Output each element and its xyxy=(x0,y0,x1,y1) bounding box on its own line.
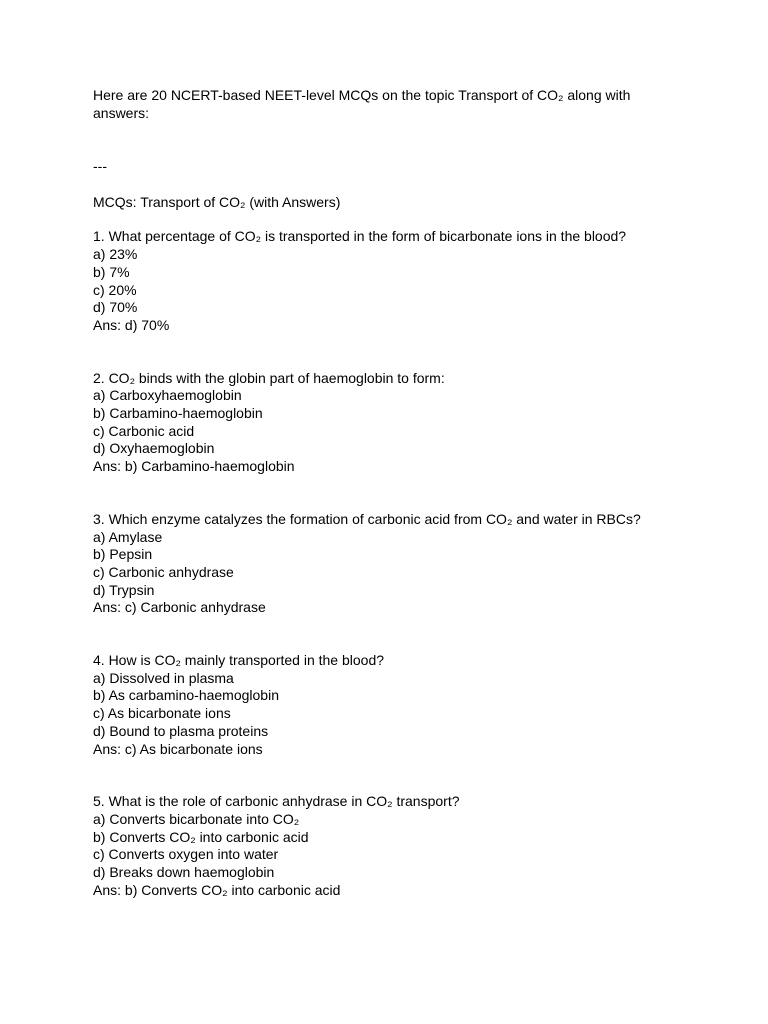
separator: --- xyxy=(93,158,107,174)
question-block-1 xyxy=(93,228,693,334)
answer-text: Ans: b) Converts CO₂ into carbonic acid xyxy=(93,881,341,898)
section-heading: MCQs: Transport of CO₂ (with Answers) xyxy=(93,193,341,210)
option-d: d) Breaks down haemoglobin xyxy=(93,864,275,881)
intro-text: Here are 20 NCERT-based NEET-level MCQs on the topic Transport of CO₂ along with answers: xyxy=(93,87,631,121)
answer-text: Ans: b) Carbamino-haemoglobin xyxy=(93,458,295,475)
option-d: d) Trypsin xyxy=(93,581,155,598)
option-c: c) Carbonic acid xyxy=(93,422,195,439)
option-a: a) 23% xyxy=(93,246,138,263)
option-b: b) As carbamino-haemoglobin xyxy=(93,687,279,704)
option-c: c) Carbonic anhydrase xyxy=(93,563,234,580)
answer-text: Ans: c) As bicarbonate ions xyxy=(93,740,263,757)
question-block-4 xyxy=(93,652,693,758)
option-c: c) 20% xyxy=(93,281,137,298)
option-c: c) Converts oxygen into water xyxy=(93,846,279,863)
answer-text: Ans: c) Carbonic anhydrase xyxy=(93,599,266,616)
option-b: b) Carbamino-haemoglobin xyxy=(93,405,263,422)
option-a: a) Amylase xyxy=(93,528,163,545)
option-d: d) Oxyhaemoglobin xyxy=(93,440,215,457)
answer-text: Ans: d) 70% xyxy=(93,316,170,333)
question-block-3 xyxy=(93,511,693,617)
option-a: a) Carboxyhaemoglobin xyxy=(93,387,242,404)
option-c: c) As bicarbonate ions xyxy=(93,705,231,722)
option-b: b) Pepsin xyxy=(93,546,153,563)
question-block-5 xyxy=(93,793,693,899)
option-b: b) 7% xyxy=(93,263,130,280)
option-d: d) 70% xyxy=(93,299,138,316)
question-text: 1. What percentage of CO₂ is transported in the form of bicarbonate ions in the blood? xyxy=(93,228,627,245)
option-d: d) Bound to plasma proteins xyxy=(93,722,269,739)
question-text: 4. How is CO₂ mainly transported in the blood? xyxy=(93,652,385,669)
document-body xyxy=(93,87,693,900)
option-a: a) Dissolved in plasma xyxy=(93,669,234,686)
question-block-2 xyxy=(93,370,693,476)
option-a: a) Converts bicarbonate into CO₂ xyxy=(93,810,300,827)
option-b: b) Converts CO₂ into carbonic acid xyxy=(93,828,309,845)
question-text: 2. CO₂ binds with the globin part of haemoglobin to form: xyxy=(93,369,445,386)
question-text: 3. Which enzyme catalyzes the formation of carbonic acid from CO₂ and water in RBCs? xyxy=(93,510,641,527)
question-text: 5. What is the role of carbonic anhydrase in CO₂ transport? xyxy=(93,793,460,810)
